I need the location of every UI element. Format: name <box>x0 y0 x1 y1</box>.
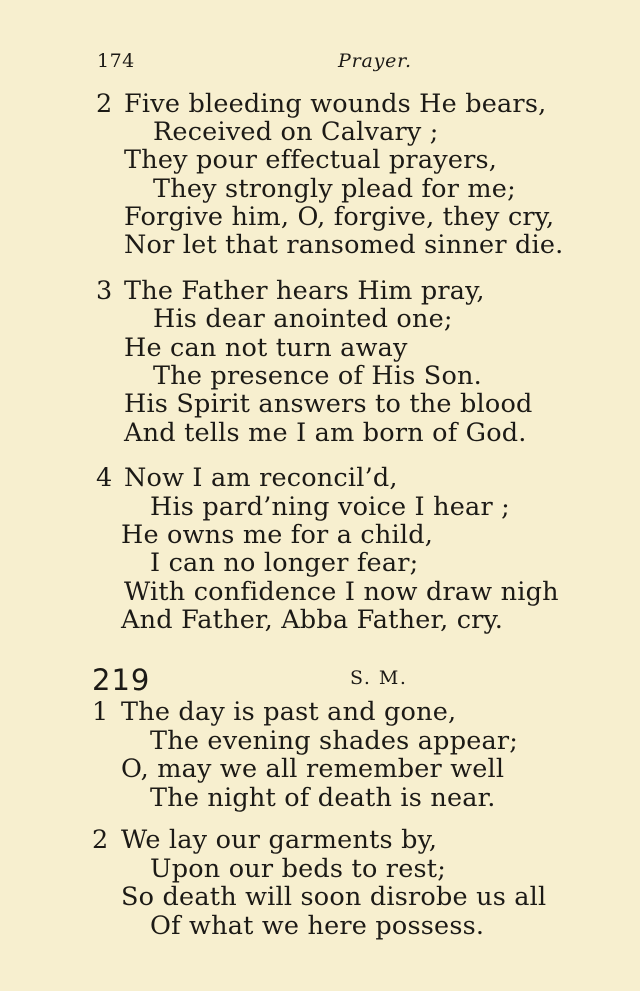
verse-line: And Father, Abba Father, cry. <box>121 605 504 635</box>
verse-line: We lay our garments by, <box>121 825 438 855</box>
verse-line: Five bleeding wounds He bears, <box>124 89 547 119</box>
verse-number: 2 <box>96 89 113 119</box>
verse-line: Of what we here possess. <box>150 911 485 941</box>
verse-line: Nor let that ransomed sinner die. <box>124 230 564 260</box>
verse-line: He can not turn away <box>124 333 408 363</box>
verse-line: His dear anointed one; <box>153 304 453 334</box>
verse-number: 3 <box>96 276 113 306</box>
verse-line: And tells me I am born of God. <box>124 418 527 448</box>
verse-line: Upon our beds to rest; <box>150 854 447 884</box>
verse-line: The day is past and gone, <box>121 697 457 727</box>
hymn-number: 219 <box>92 663 151 697</box>
verse-line: So death will soon disrobe us all <box>121 882 547 912</box>
verse-number: 4 <box>96 463 113 493</box>
verse-line: The Father hears Him pray, <box>124 276 485 306</box>
verse-line: He owns me for a child, <box>121 520 434 550</box>
verse-line: The evening shades appear; <box>150 726 519 756</box>
verse-line: His pard’ning voice I hear ; <box>150 492 510 522</box>
page-number: 174 <box>97 50 135 72</box>
verse-line: I can no longer fear; <box>150 548 419 578</box>
verse-line: With confidence I now draw nigh <box>124 577 559 607</box>
verse-line: His Spirit answers to the blood <box>124 389 533 419</box>
verse-line: Received on Calvary ; <box>153 117 439 147</box>
section-title: Prayer. <box>338 50 412 72</box>
verse-number: 1 <box>92 697 109 727</box>
verse-line: They pour effectual prayers, <box>124 145 498 175</box>
hymn-meter: S. M. <box>350 667 408 689</box>
verse-line: The night of death is near. <box>150 783 496 813</box>
verse-line: They strongly plead for me; <box>153 174 516 204</box>
verse-number: 2 <box>92 825 109 855</box>
verse-line: Forgive him, O, forgive, they cry, <box>124 202 555 232</box>
verse-line: O, may we all remember well <box>121 754 505 784</box>
verse-line: Now I am reconcil’d, <box>124 463 398 493</box>
verse-line: The presence of His Son. <box>153 361 482 391</box>
